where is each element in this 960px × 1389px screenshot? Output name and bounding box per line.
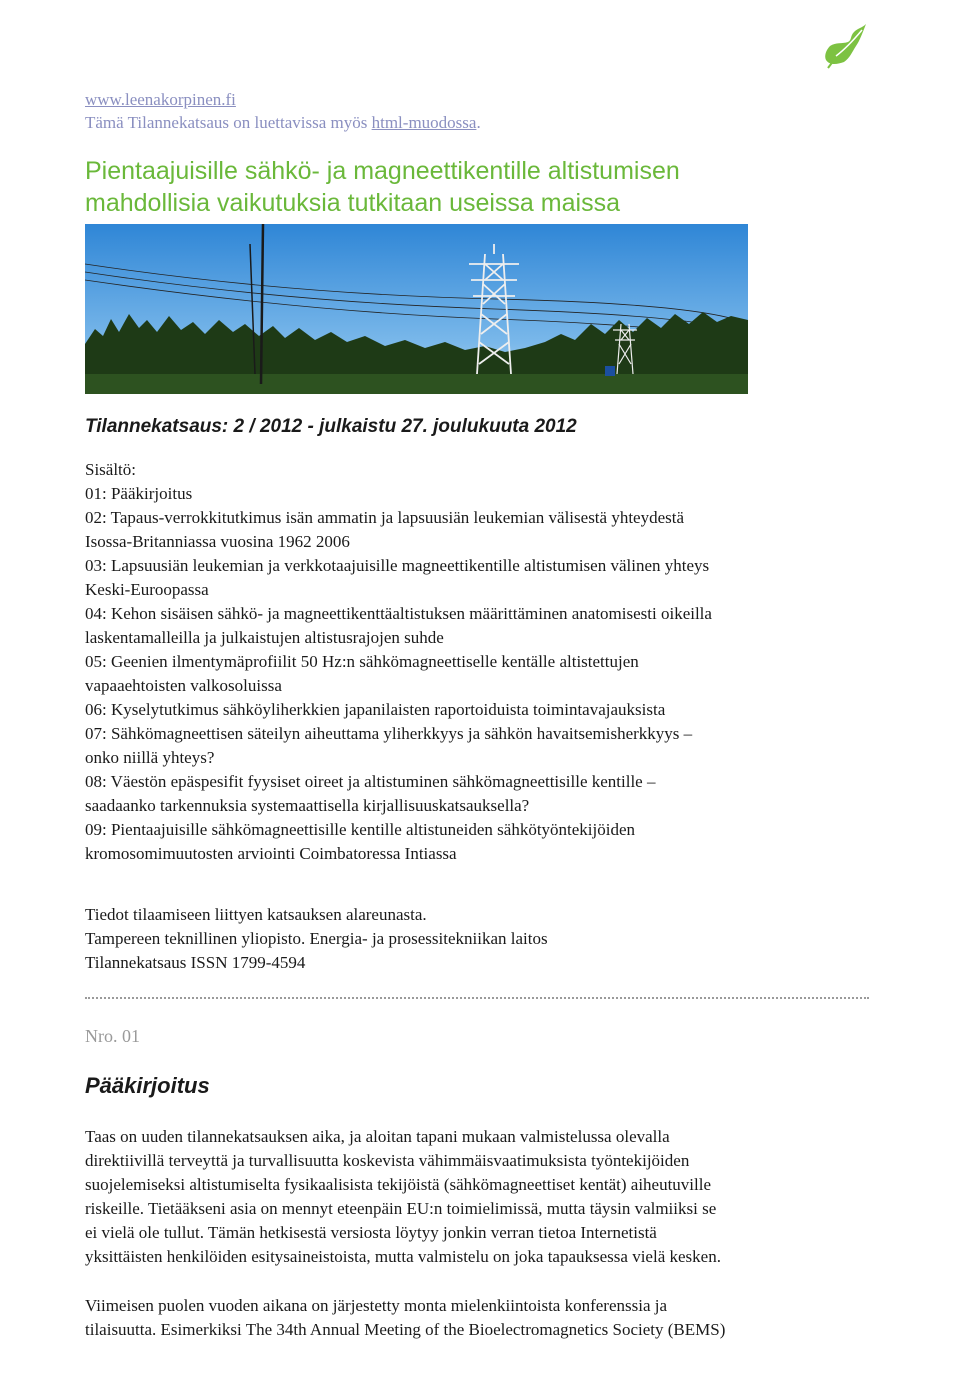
paragraph-line: suojelemiseksi altistumiselta fysikaalisista tekijöistä (sähkömagneettiset kentät) aiheutuville: [85, 1175, 712, 1194]
toc-line: 08: Väestön epäspesifit fyysiset oireet ja altistuminen sähkömagneettisille kentille –: [85, 772, 656, 791]
page-title-line-1: Pientaajuisille sähkö- ja magneettikentille altistumisen: [85, 157, 680, 185]
editorial-paragraph-1: [85, 1125, 885, 1269]
toc-line: Isossa-Britanniassa vuosina 1962 2006: [85, 532, 350, 551]
toc-line: vapaaehtoisten valkosoluissa: [85, 676, 282, 695]
power-lines-photo: [85, 224, 748, 394]
html-note-prefix: Tämä Tilannekatsaus on luettavissa myös: [85, 113, 372, 132]
publisher-line: Tampereen teknillinen yliopisto. Energia- ja prosessitekniikan laitos: [85, 929, 548, 948]
paragraph-line: Viimeisen puolen vuoden aikana on järjestetty monta mielenkiintoista konferenssia ja: [85, 1296, 668, 1315]
toc-line: Keski-Euroopassa: [85, 580, 209, 599]
page-title: [85, 155, 885, 219]
publication-info: [85, 903, 548, 975]
toc-line: 04: Kehon sisäisen sähkö- ja magneettikenttäaltistuksen määrittäminen anatomisesti oikeilla: [85, 604, 712, 623]
issn-line: Tilannekatsaus ISSN 1799-4594: [85, 953, 306, 972]
toc-line: 05: Geenien ilmentymäprofiilit 50 Hz:n sähkömagneettiselle kentälle altistettujen: [85, 652, 639, 671]
paragraph-line: riskeille. Tietääkseni asia on mennyt eteenpäin EU:n toimielimissä, mutta täysin valmiiksi se: [85, 1199, 717, 1218]
paragraph-line: direktiivillä terveyttä ja turvallisuutta koskevista vähimmäisvaatimuksista työntekijöiden: [85, 1151, 690, 1170]
toc-line: saadaanko tarkennuksia systemaattisella kirjallisuuskatsauksella?: [85, 796, 530, 815]
toc-line: 02: Tapaus-verrokkitutkimus isän ammatin ja lapsuusiän leukemian välisestä yhteydestä: [85, 508, 685, 527]
paragraph-line: tilaisuutta. Esimerkiksi The 34th Annual Meeting of the Bioelectromagnetics Society (BEMS): [85, 1320, 726, 1339]
page-title-line-2: mahdollisia vaikutuksia tutkitaan useissa maissa: [85, 189, 620, 217]
toc-line: kromosomimuutosten arviointi Coimbatoressa Intiassa: [85, 844, 457, 863]
issue-subtitle: Tilannekatsaus: 2 / 2012 - julkaistu 27. joulukuuta 2012: [85, 416, 577, 437]
paragraph-line: ei vielä ole tullut. Tämän hetkisestä versiosta löytyy jonkin verran tietoa Internetistä: [85, 1223, 657, 1242]
toc-line: onko niillä yhteys?: [85, 748, 215, 767]
toc-line: laskentamalleilla ja julkaistujen altistusrajojen suhde: [85, 628, 444, 647]
html-note-suffix: .: [476, 113, 481, 132]
toc-line: 01: Pääkirjoitus: [85, 484, 193, 503]
toc-line: 09: Pientaajuisille sähkömagneettisille kentille altistuneiden sähkötyöntekijöiden: [85, 820, 636, 839]
finland-map-leaf-icon: [822, 22, 870, 70]
toc-line: 06: Kyselytutkimus sähköyliherkkien japanilaisten raportoiduista toimintavajauksista: [85, 700, 666, 719]
section-number: Nro. 01: [85, 1026, 140, 1046]
site-link[interactable]: www.leenakorpinen.fi: [85, 90, 236, 109]
subscription-note: Tiedot tilaamiseen liittyen katsauksen alareunasta.: [85, 905, 427, 924]
table-of-contents: [85, 458, 885, 866]
toc-heading: Sisältö:: [85, 460, 137, 479]
section-heading: Pääkirjoitus: [85, 1073, 210, 1098]
html-version-note: [85, 112, 481, 134]
paragraph-line: yksittäisten henkilöiden esitysaineistoista, mutta valmistelu on joka tapauksessa vielä kesken.: [85, 1247, 721, 1266]
dotted-divider: [85, 997, 869, 999]
paragraph-line: Taas on uuden tilannekatsauksen aika, ja aloitan tapani mukaan valmistelussa olevalla: [85, 1127, 670, 1146]
html-version-link[interactable]: html-muodossa: [371, 113, 477, 132]
editorial-paragraph-2: [85, 1294, 885, 1342]
toc-line: 03: Lapsuusiän leukemian ja verkkotaajuisille magneettikentille altistumisen välinen yhteys: [85, 556, 710, 575]
toc-line: 07: Sähkömagneettisen säteilyn aiheuttama yliherkkyys ja sähkön havaitsemisherkkyys –: [85, 724, 693, 743]
